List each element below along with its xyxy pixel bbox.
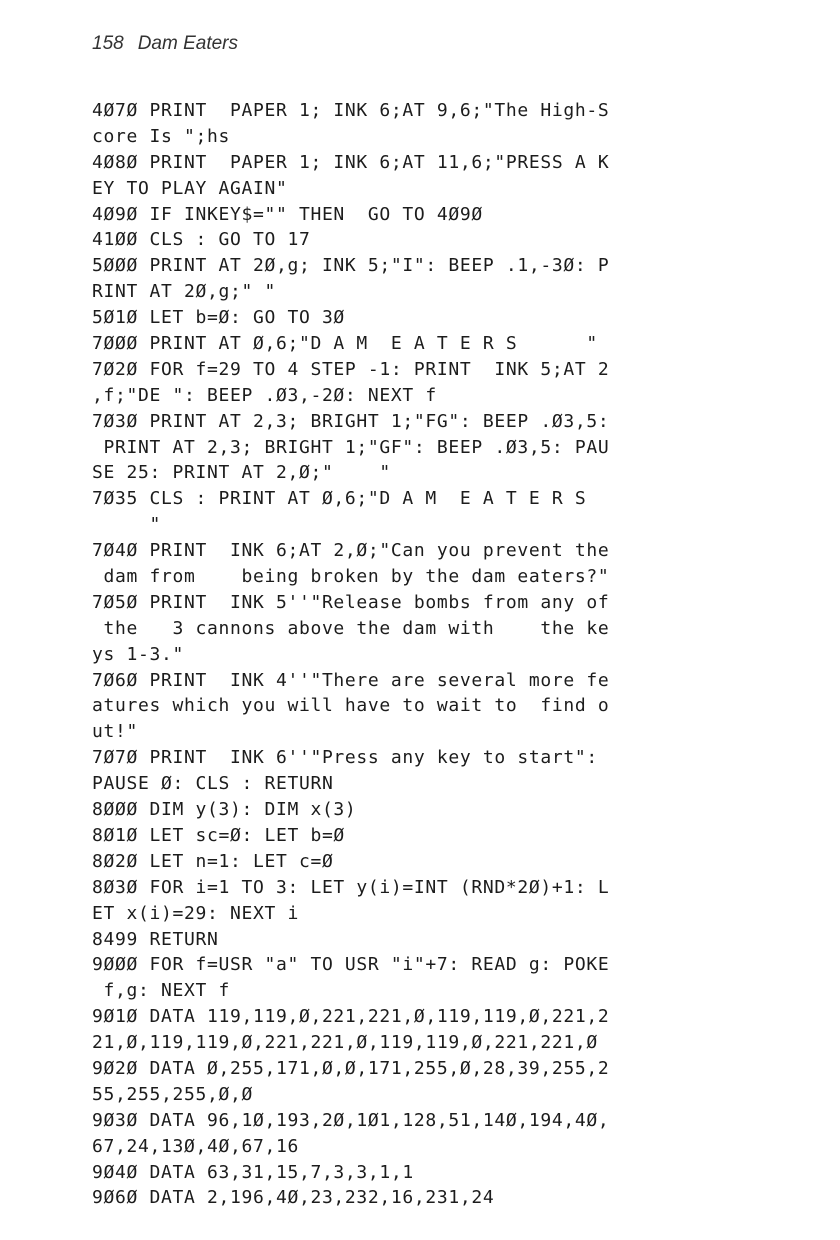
code-line: 7Ø6Ø PRINT INK 4''"There are several more fe [92, 669, 610, 691]
code-line: 7Ø4Ø PRINT INK 6;AT 2,Ø;"Can you prevent the [92, 540, 610, 562]
code-line: 5Ø1Ø LET b=Ø: GO TO 3Ø [92, 307, 345, 329]
code-line: 9Ø6Ø DATA 2,196,4Ø,23,232,16,231,24 [92, 1187, 495, 1209]
code-line: " [92, 514, 161, 536]
code-line: 41ØØ CLS : GO TO 17 [92, 229, 311, 251]
code-line: 9Ø2Ø DATA Ø,255,171,Ø,Ø,171,255,Ø,28,39,255,2 [92, 1057, 610, 1079]
code-line: 5ØØØ PRINT AT 2Ø,g; INK 5;"I": BEEP .1,-3Ø: P [92, 255, 610, 277]
code-line: 8ØØØ DIM y(3): DIM x(3) [92, 799, 357, 821]
code-line: 8Ø1Ø LET sc=Ø: LET b=Ø [92, 824, 345, 846]
code-line: f,g: NEXT f [92, 980, 230, 1002]
code-line: atures which you will have to wait to find o [92, 695, 610, 717]
code-line: EY TO PLAY AGAIN" [92, 177, 288, 199]
code-listing [92, 98, 752, 1211]
code-line: 8Ø3Ø FOR i=1 TO 3: LET y(i)=INT (RND*2Ø)+1: L [92, 876, 610, 898]
code-line: 7Ø5Ø PRINT INK 5''"Release bombs from any of [92, 591, 610, 613]
code-line: RINT AT 2Ø,g;" " [92, 281, 276, 303]
code-line: 8Ø2Ø LET n=1: LET c=Ø [92, 850, 334, 872]
code-line: SE 25: PRINT AT 2,Ø;" " [92, 462, 391, 484]
code-line: 9ØØØ FOR f=USR "a" TO USR "i"+7: READ g: POKE [92, 954, 610, 976]
code-line: dam from being broken by the dam eaters?" [92, 566, 610, 588]
code-line: 9Ø1Ø DATA 119,119,Ø,221,221,Ø,119,119,Ø,221,2 [92, 1006, 610, 1028]
code-line: ,f;"DE ": BEEP .Ø3,-2Ø: NEXT f [92, 384, 437, 406]
code-line: 7Ø7Ø PRINT INK 6''"Press any key to start": [92, 747, 598, 769]
code-line: 4Ø9Ø IF INKEY$="" THEN GO TO 4Ø9Ø [92, 203, 483, 225]
chapter-title: Dam Eaters [137, 33, 239, 54]
code-line: 7Ø35 CLS : PRINT AT Ø,6;"D A M E A T E R S [92, 488, 587, 510]
code-line: PAUSE Ø: CLS : RETURN [92, 773, 334, 795]
code-line: 7ØØØ PRINT AT Ø,6;"D A M E A T E R S " [92, 333, 598, 355]
page-number: 158 [92, 33, 124, 54]
code-line: 9Ø4Ø DATA 63,31,15,7,3,3,1,1 [92, 1161, 414, 1183]
page-header [92, 33, 238, 55]
code-line: 4Ø8Ø PRINT PAPER 1; INK 6;AT 11,6;"PRESS A K [92, 151, 610, 173]
code-line: the 3 cannons above the dam with the ke [92, 617, 610, 639]
code-line: core Is ";hs [92, 125, 230, 147]
code-line: ut!" [92, 721, 138, 743]
code-line: 8499 RETURN [92, 928, 219, 950]
code-line: 21,Ø,119,119,Ø,221,221,Ø,119,119,Ø,221,221,Ø [92, 1032, 598, 1054]
code-line: 4Ø7Ø PRINT PAPER 1; INK 6;AT 9,6;"The High-S [92, 100, 610, 121]
code-line: 67,24,13Ø,4Ø,67,16 [92, 1135, 299, 1157]
code-line: PRINT AT 2,3; BRIGHT 1;"GF": BEEP .Ø3,5: PAU [92, 436, 610, 458]
code-line: 55,255,255,Ø,Ø [92, 1083, 253, 1105]
code-line: ET x(i)=29: NEXT i [92, 902, 299, 924]
code-line: 7Ø3Ø PRINT AT 2,3; BRIGHT 1;"FG": BEEP .Ø3,5: [92, 410, 610, 432]
code-line: 9Ø3Ø DATA 96,1Ø,193,2Ø,1Ø1,128,51,14Ø,194,4Ø, [92, 1109, 610, 1131]
code-line: ys 1-3." [92, 643, 184, 665]
code-line: 7Ø2Ø FOR f=29 TO 4 STEP -1: PRINT INK 5;AT 2 [92, 358, 610, 380]
